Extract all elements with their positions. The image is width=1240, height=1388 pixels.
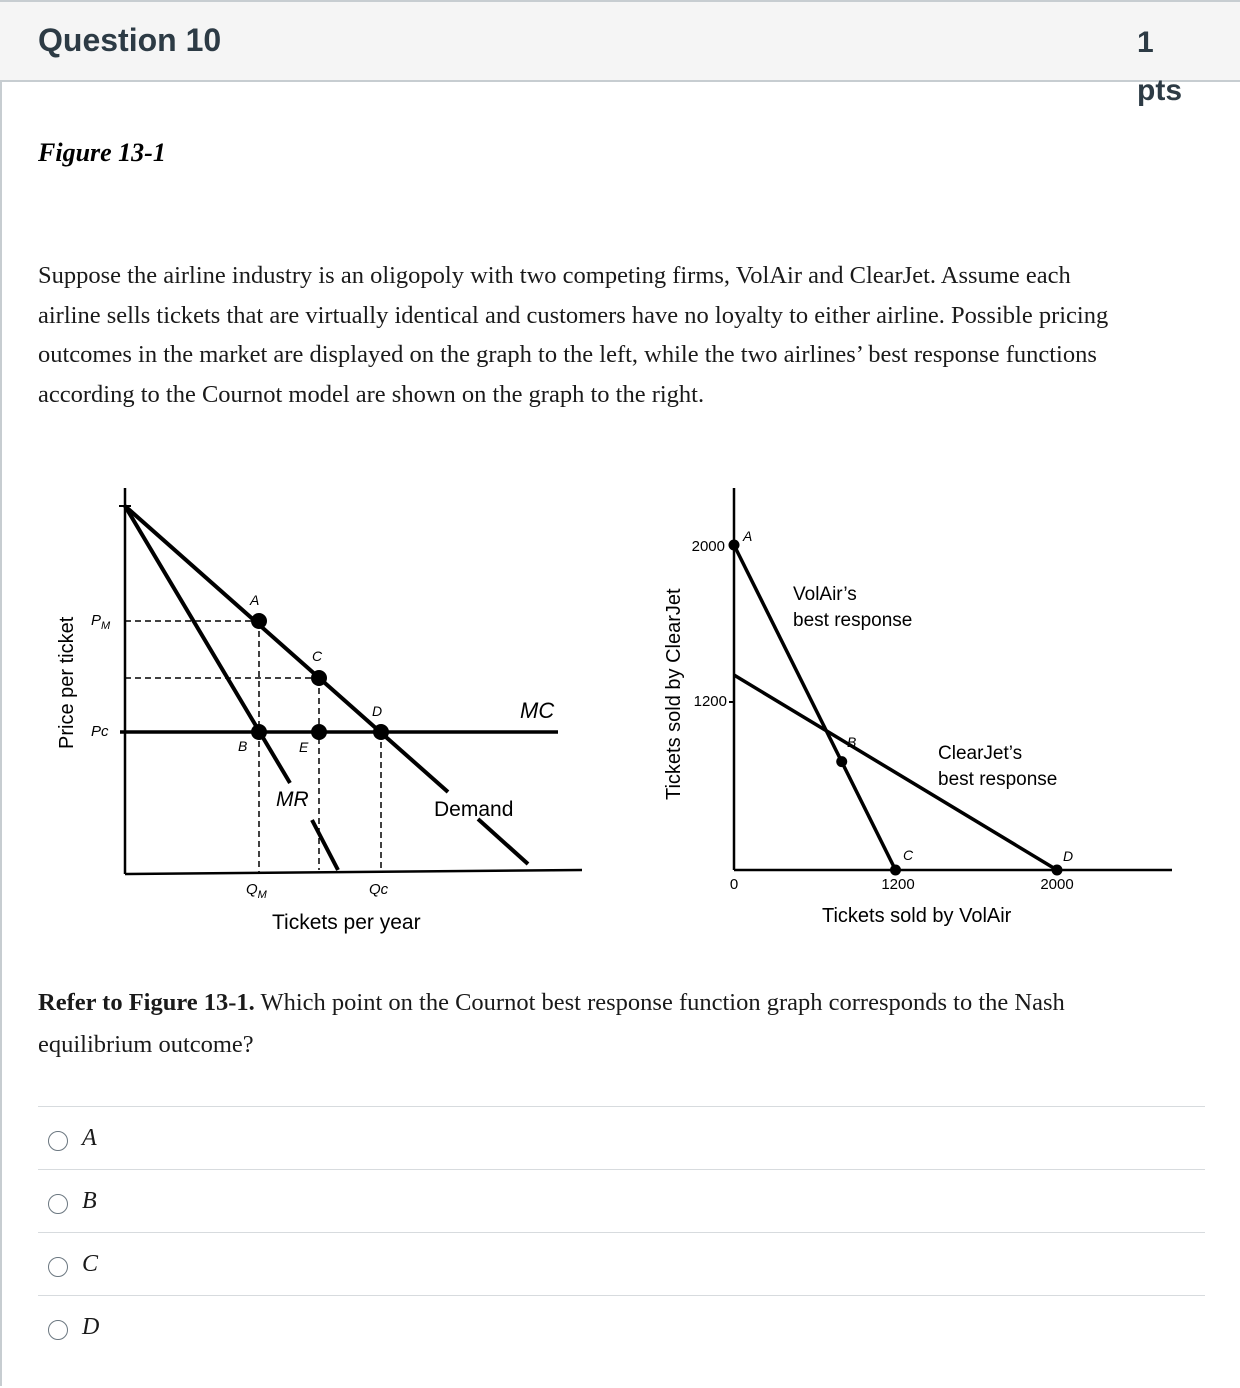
answer-label: A [82, 1125, 97, 1151]
point-c-label: C [312, 648, 323, 664]
point-d-label: D [1063, 848, 1074, 864]
point-a-label: A [250, 592, 260, 608]
qm-label: $Q_M$ [246, 881, 267, 901]
answer-option-c[interactable] [38, 1232, 1205, 1295]
right-graph [663, 488, 1172, 927]
point-b-label: B [847, 734, 857, 750]
answer-option-d[interactable] [38, 1295, 1205, 1358]
point-a-label: A [743, 528, 753, 544]
mr-label: MR [276, 788, 309, 811]
answer-option-b[interactable] [38, 1169, 1205, 1232]
passage-line: Suppose the airline industry is an oligopoly with two competing firms, VolAir and ClearJet. Assume each [38, 262, 1071, 289]
right-x-axis-label: Tickets sold by VolAir [822, 905, 1012, 927]
answer-label: B [82, 1188, 97, 1214]
mr-line-lower [312, 820, 338, 870]
prompt-line: equilibrium outcome? [38, 1031, 254, 1058]
clearjet-series-label: ClearJet’s best response [938, 743, 1058, 790]
point-b [251, 724, 267, 740]
radio-button[interactable] [48, 1257, 68, 1277]
y-tick-label-1200: 1200 [693, 693, 727, 710]
prompt-line [38, 982, 1203, 1024]
point-b-label: B [238, 738, 248, 754]
answer-label: D [82, 1314, 100, 1340]
radio-button[interactable] [48, 1320, 68, 1340]
best-response-points [729, 540, 1063, 876]
question-prompt [38, 982, 1203, 1066]
passage-line: outcomes in the market are displayed on the graph to the left, while the two airlines’ best response functions [38, 341, 1097, 368]
figure-title: Figure 13-1 [38, 138, 166, 167]
point-d [373, 724, 389, 740]
x-tick-label-0: 0 [729, 876, 739, 893]
point-c-marker [890, 865, 901, 876]
left-y-axis-label: Price per ticket [56, 616, 78, 749]
points-value: 1 [1137, 26, 1154, 59]
prompt-reference: Refer to Figure 13-1. [38, 989, 255, 1016]
point-a-marker [729, 540, 740, 551]
volair-series-label: VolAir’s best response [793, 584, 913, 631]
prompt-text: Which point on the Cournot best response function graph corresponds to the Nash [254, 989, 1065, 1016]
demand-label: Demand [434, 798, 514, 821]
x-tick-label-2000: 2000 [1040, 876, 1074, 893]
passage-line: according to the Cournot model are shown on the graph to the right. [38, 380, 705, 408]
left-x-axis [125, 870, 582, 874]
qc-label: Qc [369, 881, 389, 898]
x-tick-label-1200: 1200 [881, 876, 915, 893]
demand-line-upper [125, 506, 448, 792]
point-c [311, 670, 327, 686]
point-c-label: C [903, 847, 914, 863]
mc-label: MC [520, 698, 555, 723]
left-x-axis-label: Tickets per year [272, 911, 421, 934]
radio-button[interactable] [48, 1194, 68, 1214]
best-response-lines [734, 545, 1057, 870]
point-d-label: D [372, 703, 383, 719]
y-tick-label-2000: 2000 [691, 538, 725, 555]
answer-option-a[interactable] [38, 1106, 1205, 1169]
left-graph [56, 488, 582, 934]
point-d-marker [1052, 865, 1063, 876]
radio-button[interactable] [48, 1131, 68, 1151]
point-e [311, 724, 327, 740]
point-a [251, 613, 267, 629]
point-e-label: E [299, 739, 309, 755]
pc-label: Pc [91, 723, 109, 740]
question-title: Question 10 [38, 22, 222, 58]
passage-line: airline sells tickets that are virtually identical and customers have no loyalty to either airline. Possible pricing [38, 301, 1109, 329]
point-b-marker [836, 756, 847, 767]
right-y-axis-label: Tickets sold by ClearJet [663, 588, 685, 800]
answer-list [38, 1106, 1205, 1358]
pm-label: $P_M$ [91, 612, 111, 632]
demand-line-lower [478, 819, 528, 864]
points-unit: pts [1137, 74, 1182, 107]
answer-label: C [82, 1251, 99, 1277]
mr-line-upper [125, 506, 290, 783]
